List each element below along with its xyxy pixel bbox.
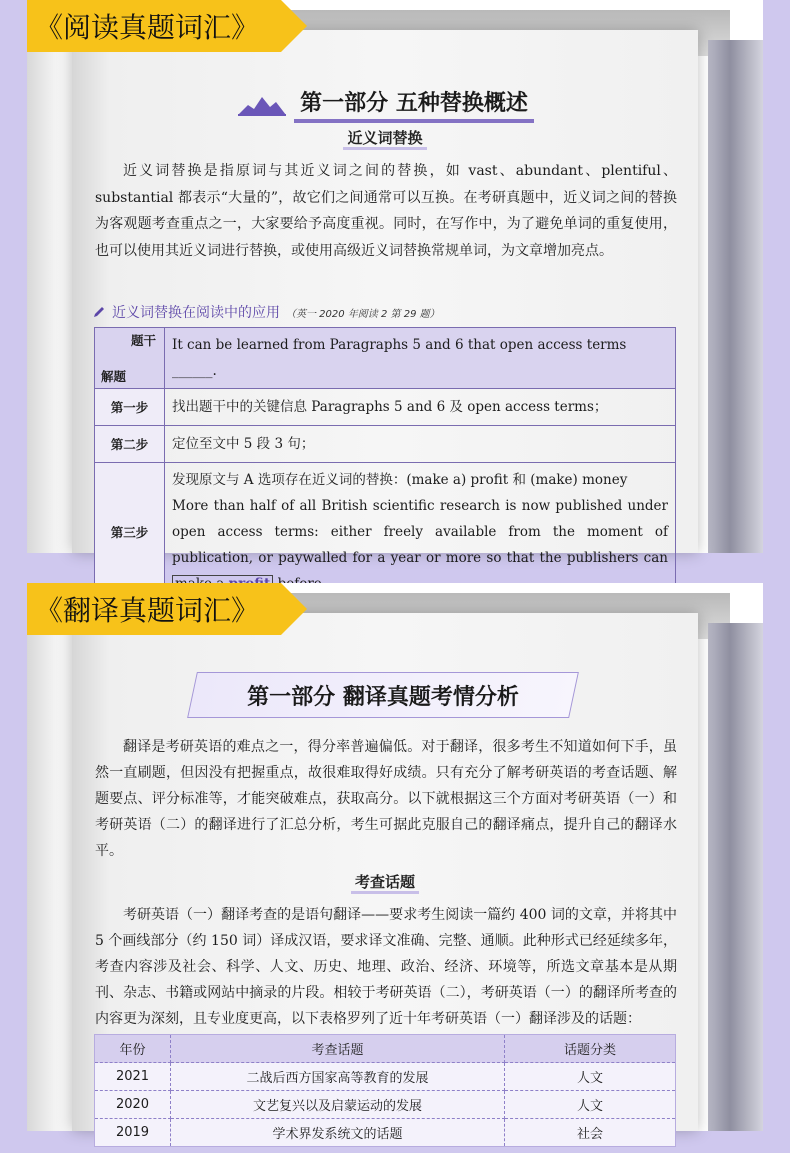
table-row: 2021 二战后西方国家高等教育的发展 人文: [95, 1063, 676, 1091]
question-stem: It can be learned from Paragraphs 5 and 6 that open access terms ______.: [165, 328, 676, 389]
table-row: [95, 389, 676, 426]
topic-paragraph: 考研英语（一）翻译考查的是语句翻译——要求考生阅读一篇约 400 词的文章，并将其中 5 个画线部分（约 150 词）译成汉语，要求译文准确、完整、通顺。此种形式已经延续多年，考查内容涉及社会、科学、人文、历史、地理、政治、经济、环境等，所选文章基本是从期刊、杂志、书籍或网站中摘录的片段。相较于考研英语（二），考研英语（一）的翻译所考查的内容更为深刻，且专业度更高，以下表格罗列了近十年考研英语（一）翻译涉及的话题：: [95, 907, 677, 1027]
table-row: [95, 328, 676, 389]
topic-table: [94, 1034, 676, 1147]
column-header: 考查话题: [171, 1035, 505, 1063]
step-text: 发现原文与 A 选项存在近义词的替换：(make a) profit 和 (make) money More than half of all British scientific research is now published under open access terms: either freely available from the moment of publication, or paywalled for a year or more so that the publishers can: [165, 463, 676, 602]
section-tag: 《翻译真题词汇》: [27, 583, 281, 635]
section-heading: [72, 86, 698, 123]
step-label: 第三步: [95, 463, 165, 602]
column-header: 话题分类: [505, 1035, 676, 1063]
application-title: 近义词替换在阅读中的应用 （英一 2020 年阅读 2 第 29 题）: [92, 302, 440, 322]
page-title: 第一部分 翻译真题考情分析: [247, 684, 519, 710]
page-title: 第一部分 五种替换概述: [294, 86, 534, 123]
step-text: 找出题干中的关键信息 Paragraphs 5 and 6 及 open access terms；: [165, 389, 676, 426]
section-tag: 《阅读真题词汇》: [27, 0, 281, 52]
book-side-edge: [708, 40, 763, 553]
step-label: 第二步: [95, 426, 165, 463]
table-header-row: [95, 1035, 676, 1063]
table-row: [95, 426, 676, 463]
step-text: 定位至文中 5 段 3 句；: [165, 426, 676, 463]
book-spine: [27, 583, 72, 1131]
diagonal-header-cell: 题干 解题: [95, 328, 165, 389]
mountain-icon: [236, 93, 288, 117]
book-spine: [27, 0, 72, 553]
topic-table-clip: [94, 1034, 676, 1142]
question-table: [94, 327, 676, 602]
subsection-title: 考查话题: [72, 871, 698, 892]
intro-paragraph: 翻译是考研英语的难点之一，得分率普遍偏低。对于翻译，很多考生不知道如何下手，虽然一直刷题，但因没有把握重点，故很难取得好成绩。只有充分了解考研英语的考查话题、解题要点、评分标准等，才能突破难点，获取高分。以下就根据这三个方面对考研英语（一）和考研英语（二）的翻译进行了汇总分析，考生可据此克服自己的翻译痛点，提升自己的翻译水平。: [95, 739, 677, 859]
column-header: 年份: [95, 1035, 171, 1063]
book-side-edge: [708, 623, 763, 1131]
subsection-title: 近义词替换: [72, 127, 698, 148]
table-row: 2020 文艺复兴以及启蒙运动的发展 人文: [95, 1091, 676, 1119]
table-row: 2019 学术界发系统文的话题 社会: [95, 1119, 676, 1147]
panel-reading: [0, 0, 790, 566]
pencil-icon: [92, 305, 106, 319]
intro-paragraph: 近义词替换是指原词与其近义词之间的替换，如 vast、abundant、plentiful、substantial 都表示“大量的”，故它们之间通常可以互换。在考研真题中，近义词之间的替换为客观题考查重点之一，大家要给予高度重视。同时，在写作中，为了避免单词的重复使用，也可以使用其近义词进行替换，或使用高级近义词替换常规单词，为文章增加亮点。: [95, 163, 677, 259]
step-label: 第一步: [95, 389, 165, 426]
table-row: [95, 463, 676, 602]
